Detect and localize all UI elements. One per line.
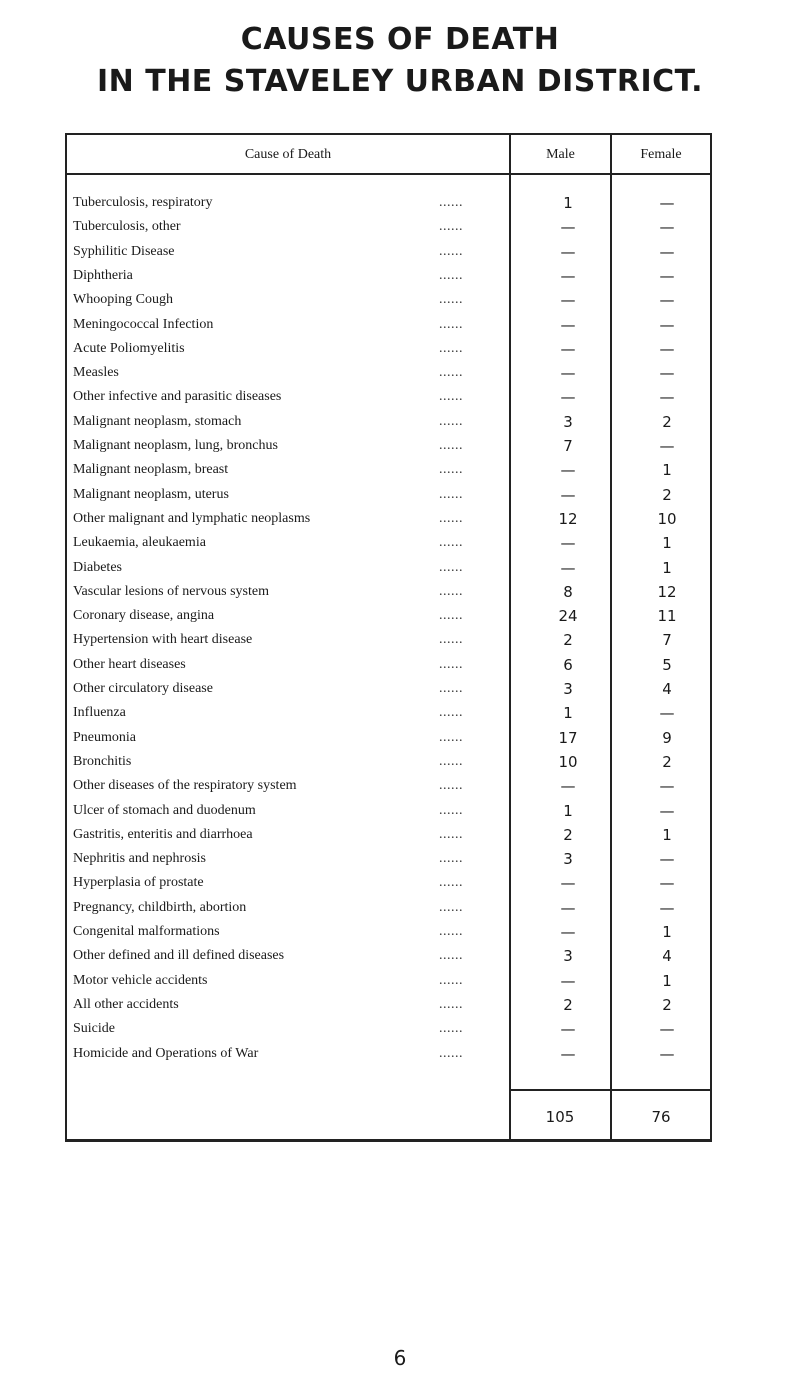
cause-label: Hypertension with heart disease <box>73 632 253 648</box>
female-count: — <box>659 801 675 820</box>
cause-label: Whooping Cough <box>73 292 173 308</box>
leader-dots: ...... <box>439 753 463 769</box>
table-row <box>67 849 710 873</box>
table-row <box>67 946 710 970</box>
male-count: — <box>560 218 576 237</box>
cause-label: Acute Poliomyelitis <box>73 340 185 356</box>
male-count: — <box>560 364 576 383</box>
total-female: 76 <box>651 1108 671 1126</box>
female-count: 1 <box>662 534 672 553</box>
leader-dots: ...... <box>439 972 463 988</box>
leader-dots: ...... <box>439 583 463 599</box>
male-count: — <box>560 898 576 917</box>
table-row <box>67 703 710 727</box>
female-count: 4 <box>662 680 672 698</box>
table-row <box>67 971 710 995</box>
female-count: 1 <box>662 461 672 480</box>
female-count: 2 <box>662 485 672 504</box>
leader-dots: ...... <box>439 899 463 915</box>
leader-dots: ...... <box>439 195 463 210</box>
female-count: 2 <box>662 995 672 1014</box>
female-count: — <box>659 242 675 261</box>
cause-label: Motor vehicle accidents <box>73 972 208 988</box>
leader-dots: ...... <box>439 365 463 381</box>
table-row <box>67 728 710 752</box>
table-row <box>67 995 710 1019</box>
female-count: — <box>659 218 675 237</box>
leader-dots: ...... <box>439 340 463 356</box>
male-count: 2 <box>563 995 573 1014</box>
male-count: 3 <box>563 680 573 698</box>
female-count: — <box>659 266 675 285</box>
female-count: 9 <box>662 728 672 747</box>
male-count: — <box>560 971 576 990</box>
cause-label: Syphilitic Disease <box>73 243 175 259</box>
male-count: — <box>560 923 576 941</box>
male-count: — <box>560 1044 576 1063</box>
table-row <box>67 873 710 897</box>
leader-dots: ...... <box>439 219 463 235</box>
table-row <box>67 825 710 849</box>
male-count: — <box>560 461 576 480</box>
table-row <box>67 1044 710 1068</box>
table-row <box>67 898 710 922</box>
male-count: 17 <box>558 728 578 747</box>
male-count: 1 <box>563 194 573 212</box>
male-count: 7 <box>563 437 573 455</box>
table-row <box>67 922 710 946</box>
table-row <box>67 582 710 606</box>
female-count: 2 <box>662 752 672 771</box>
cause-label: Vascular lesions of nervous system <box>73 583 269 599</box>
female-count: 12 <box>657 582 677 601</box>
cause-label: Hyperplasia of prostate <box>73 875 204 891</box>
leader-dots: ...... <box>439 656 463 672</box>
cause-label: Pneumonia <box>73 729 136 745</box>
male-count: — <box>560 485 576 504</box>
cause-label: Malignant neoplasm, stomach <box>73 413 242 429</box>
header-cause: Cause of Death <box>244 147 332 162</box>
table-row <box>67 533 710 557</box>
leader-dots: ...... <box>439 608 463 624</box>
cause-label: Diphtheria <box>73 267 133 283</box>
female-count: — <box>659 437 675 455</box>
male-count: 2 <box>563 825 573 844</box>
male-count: — <box>560 266 576 285</box>
leader-dots: ...... <box>439 996 463 1012</box>
cause-label: Malignant neoplasm, uterus <box>73 486 229 502</box>
table-row <box>67 558 710 582</box>
cause-label: Gastritis, enteritis and diarrhoea <box>73 826 253 842</box>
totals-divider <box>509 1089 710 1091</box>
table-row <box>67 363 710 387</box>
cause-label: Tuberculosis, respiratory <box>73 195 213 210</box>
female-count: — <box>659 777 675 796</box>
cause-label: Malignant neoplasm, lung, bronchus <box>73 438 278 453</box>
female-count: — <box>659 850 675 869</box>
leader-dots: ...... <box>439 778 463 794</box>
male-count: 3 <box>563 947 573 966</box>
female-count: — <box>659 315 675 334</box>
cause-label: Influenza <box>73 705 126 721</box>
female-count: — <box>659 388 675 407</box>
female-count: 11 <box>657 607 677 626</box>
female-count: 1 <box>662 558 672 577</box>
female-count: 2 <box>662 412 672 431</box>
leader-dots: ...... <box>439 851 463 867</box>
leader-dots: ...... <box>439 729 463 745</box>
male-count: 6 <box>563 655 573 674</box>
cause-label: Other circulatory disease <box>73 681 213 696</box>
male-count: — <box>560 315 576 334</box>
leader-dots: ...... <box>439 510 463 526</box>
male-count: 3 <box>563 850 573 869</box>
table-row <box>67 606 710 630</box>
male-count: — <box>560 339 576 358</box>
leader-dots: ...... <box>439 1021 463 1037</box>
cause-label: Suicide <box>73 1021 115 1037</box>
cause-label: Leukaemia, aleukaemia <box>73 535 206 551</box>
male-count: — <box>560 558 576 577</box>
cause-label: Congenital malformations <box>73 924 220 939</box>
cause-label: Meningococcal Infection <box>73 316 214 332</box>
table-row <box>67 679 710 703</box>
cause-label: Malignant neoplasm, breast <box>73 462 229 478</box>
table-row <box>67 217 710 241</box>
table-row <box>67 266 710 290</box>
total-male: 105 <box>545 1108 575 1126</box>
male-count: 2 <box>563 631 573 650</box>
leader-dots: ...... <box>439 243 463 259</box>
cause-label: Other malignant and lymphatic neoplasms <box>73 510 311 526</box>
table-row <box>67 776 710 800</box>
leader-dots: ...... <box>439 875 463 891</box>
table-row <box>67 242 710 266</box>
table-row <box>67 485 710 509</box>
cause-label: Homicide and Operations of War <box>73 1045 259 1061</box>
table-row <box>67 655 710 679</box>
table-row <box>67 1019 710 1043</box>
female-count: 1 <box>662 825 672 844</box>
female-count: 1 <box>662 971 672 990</box>
leader-dots: ...... <box>439 681 463 696</box>
table-row <box>67 412 710 436</box>
cause-label: Pregnancy, childbirth, abortion <box>73 899 247 915</box>
leader-dots: ...... <box>439 486 463 502</box>
female-count: 1 <box>662 923 672 941</box>
leader-dots: ...... <box>439 802 463 818</box>
table-row <box>67 193 710 217</box>
female-count: — <box>659 194 675 212</box>
female-count: — <box>659 898 675 917</box>
table-row <box>67 387 710 411</box>
male-count: — <box>560 777 576 796</box>
leader-dots: ...... <box>439 705 463 721</box>
leader-dots: ...... <box>439 632 463 648</box>
page-title-line-1: CAUSES OF DEATH <box>240 22 560 57</box>
female-count: — <box>659 1020 675 1039</box>
table-row <box>67 801 710 825</box>
cause-label: Bronchitis <box>73 753 132 769</box>
cause-label: Measles <box>73 365 119 381</box>
leader-dots: ...... <box>439 413 463 429</box>
table-row <box>67 752 710 776</box>
female-count: — <box>659 874 675 893</box>
leader-dots: ...... <box>439 389 463 405</box>
cause-label: Other diseases of the respiratory system <box>73 778 297 794</box>
male-count: 24 <box>558 607 578 626</box>
header-male: Male <box>546 147 575 162</box>
cause-label: Tuberculosis, other <box>73 219 181 235</box>
leader-dots: ...... <box>439 292 463 308</box>
causes-of-death-table <box>65 133 712 1142</box>
header-divider <box>67 173 710 175</box>
female-count: — <box>659 1044 675 1063</box>
page-number: 6 <box>393 1346 407 1370</box>
leader-dots: ...... <box>439 948 463 964</box>
leader-dots: ...... <box>439 267 463 283</box>
page-title-line-2: IN THE STAVELEY URBAN DISTRICT. <box>97 64 703 99</box>
table-row <box>67 315 710 339</box>
male-count: — <box>560 1020 576 1039</box>
table-row <box>67 460 710 484</box>
female-count: — <box>659 339 675 358</box>
header-female: Female <box>640 147 682 162</box>
male-count: — <box>560 874 576 893</box>
male-count: 3 <box>563 412 573 431</box>
male-count: — <box>560 388 576 407</box>
male-count: — <box>560 242 576 261</box>
cause-label: Other infective and parasitic diseases <box>73 389 282 405</box>
male-count: 8 <box>563 582 573 601</box>
female-count: 10 <box>657 509 677 528</box>
leader-dots: ...... <box>439 1045 463 1061</box>
leader-dots: ...... <box>439 462 463 478</box>
table-row <box>67 509 710 533</box>
female-count: 7 <box>662 631 672 650</box>
leader-dots: ...... <box>439 559 463 575</box>
female-count: 5 <box>662 655 672 674</box>
leader-dots: ...... <box>439 316 463 332</box>
male-count: — <box>560 291 576 310</box>
cause-label: Other heart diseases <box>73 656 186 672</box>
table-row <box>67 630 710 654</box>
female-count: — <box>659 364 675 383</box>
leader-dots: ...... <box>439 924 463 939</box>
cause-label: Other defined and ill defined diseases <box>73 948 285 964</box>
female-count: — <box>659 704 675 723</box>
female-count: 4 <box>662 947 672 966</box>
cause-label: All other accidents <box>73 996 179 1012</box>
table-row <box>67 339 710 363</box>
cause-label: Ulcer of stomach and duodenum <box>73 802 256 818</box>
cause-label: Coronary disease, angina <box>73 608 215 624</box>
male-count: 1 <box>563 801 573 820</box>
leader-dots: ...... <box>439 438 463 453</box>
male-count: — <box>560 534 576 553</box>
table-row <box>67 290 710 314</box>
cause-label: Diabetes <box>73 559 122 575</box>
table-row <box>67 436 710 460</box>
male-count: 12 <box>558 509 578 528</box>
leader-dots: ...... <box>439 826 463 842</box>
male-count: 10 <box>558 752 578 771</box>
cause-label: Nephritis and nephrosis <box>73 851 206 867</box>
female-count: — <box>659 291 675 310</box>
leader-dots: ...... <box>439 535 463 551</box>
male-count: 1 <box>563 704 573 723</box>
